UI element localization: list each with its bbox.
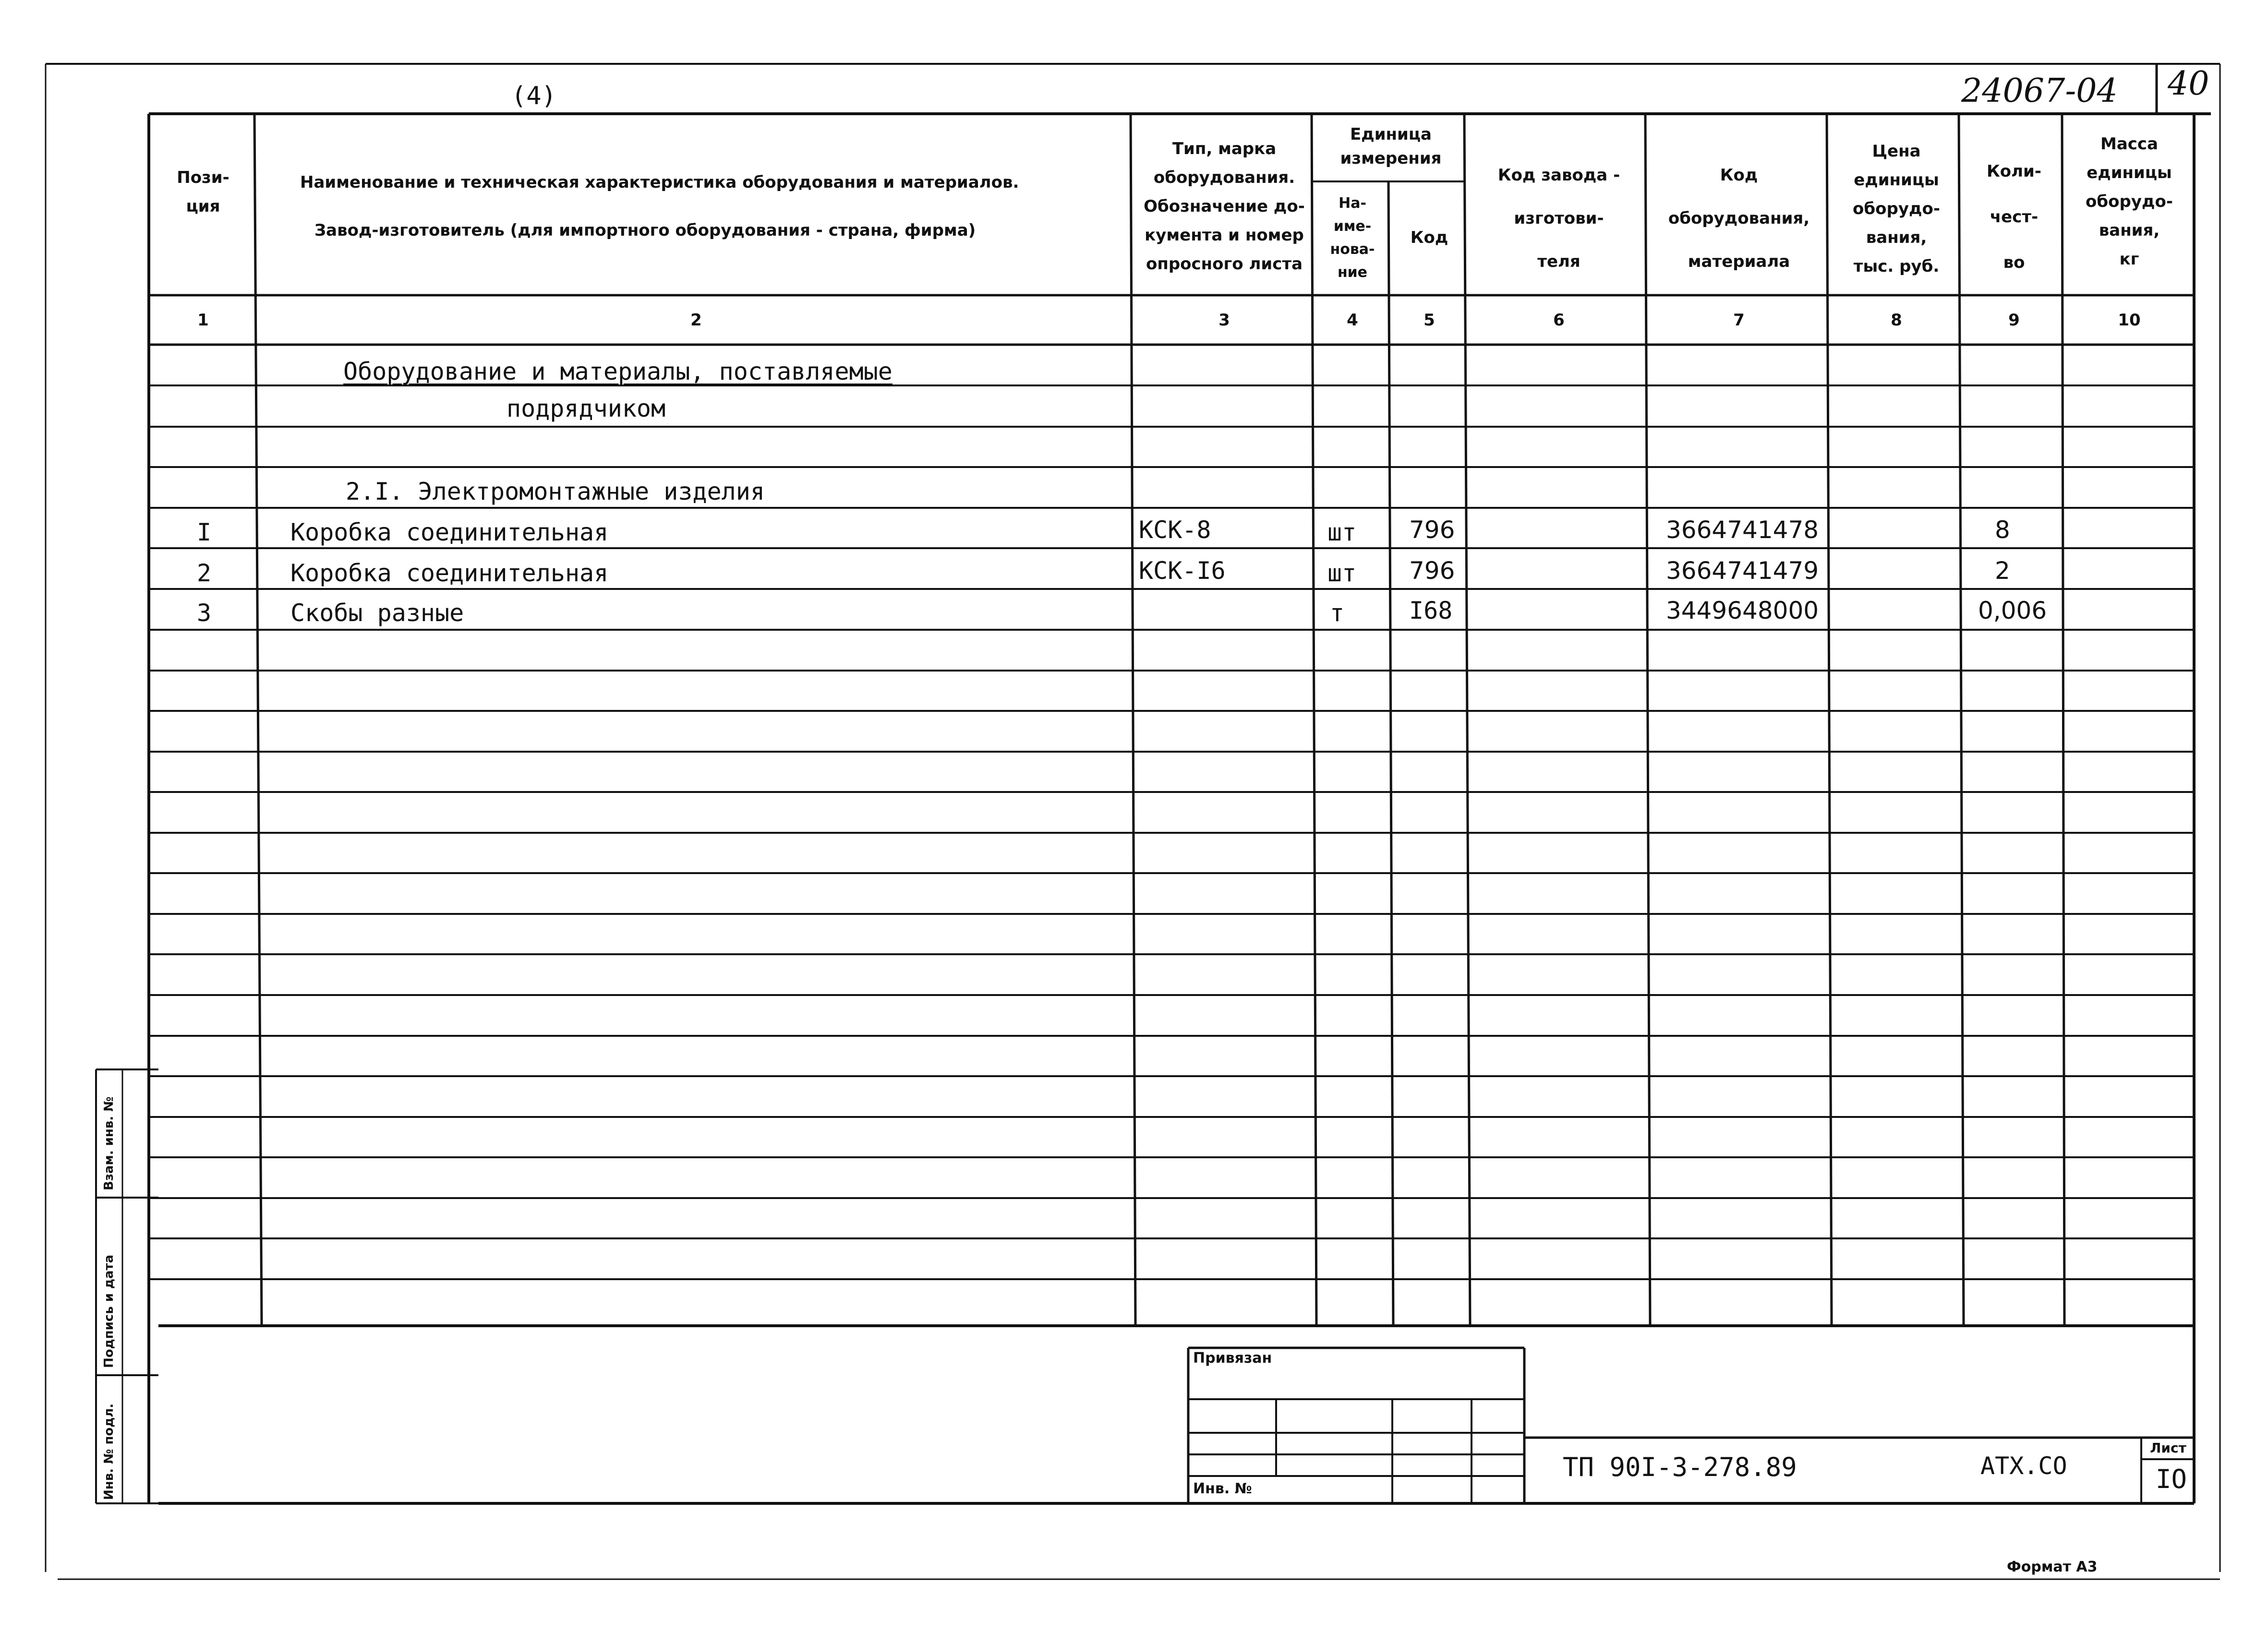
doc-code: ТП 90I-3-278.89	[1563, 1452, 1797, 1482]
row-unit-code: I68	[1409, 597, 1453, 624]
row-equipment-code: 3449648000	[1666, 597, 1819, 624]
column-number: 7	[1733, 311, 1745, 330]
row-type: КСК-I6	[1139, 557, 1226, 585]
column-number: 4	[1347, 311, 1358, 330]
column-number: 2	[690, 311, 702, 330]
row-quantity: 0,006	[1978, 597, 2047, 624]
header-unit-code: Код	[1410, 228, 1448, 247]
header-price: Цена единицы оборудо- вания, тыс. руб.	[1853, 142, 1940, 276]
column-number: 3	[1218, 311, 1230, 330]
column-number: 6	[1553, 311, 1565, 330]
row-position: 2	[197, 559, 212, 587]
row-position: 3	[197, 599, 212, 627]
row-name: Скобы разные	[290, 599, 464, 627]
row-quantity: 8	[1995, 516, 2010, 544]
row-name: Коробка соединительная	[290, 559, 609, 587]
sheet-label: Лист	[2150, 1440, 2186, 1456]
inv-label: Инв. №	[1193, 1480, 1252, 1497]
stamp-inv-original: Инв. № подл.	[102, 1403, 116, 1500]
column-number: 10	[2118, 311, 2141, 330]
row-position: I	[197, 518, 212, 546]
header-mass: Масса единицы оборудо- вания, кг	[2086, 134, 2173, 269]
row-unit: шт	[1327, 559, 1357, 587]
section-title-line1: Оборудование и материалы, поставляемые	[343, 358, 893, 385]
doc-mark: АТХ.СО	[1980, 1452, 2067, 1480]
section-title-line2: подрядчиком	[507, 395, 666, 422]
header-factory-code: Код завода - изготови- теля	[1497, 166, 1620, 271]
row-quantity: 2	[1995, 557, 2010, 585]
bound-label: Привязан	[1193, 1350, 1272, 1367]
sheet-number: IO	[2156, 1464, 2187, 1494]
row-equipment-code: 3664741479	[1666, 557, 1819, 585]
stamp-sign-date: Подпись и дата	[102, 1254, 116, 1368]
subsection-title: 2.I. Электромонтажные изделия	[346, 478, 765, 505]
top-marker: (4)	[511, 82, 556, 110]
header-quantity: Коли- чест- во	[1987, 162, 2041, 272]
header-type: Тип, марка оборудования. Обозначение до- кумента и номер опросного листа	[1144, 139, 1305, 274]
header-equipment-code: Код оборудования, материала	[1668, 166, 1810, 271]
column-number: 5	[1424, 311, 1435, 330]
stamp-inv-replacement: Взам. инв. №	[102, 1096, 116, 1190]
handwritten-page-number: 40	[2168, 65, 2209, 103]
header-name: Наименование и техническая характеристика оборудования и материалов. Завод-изготовитель (для импортного оборудования - страна, фирма)	[300, 173, 1019, 240]
row-unit: шт	[1327, 518, 1357, 546]
column-number: 9	[2008, 311, 2020, 330]
row-unit: т	[1330, 599, 1345, 627]
column-number: 1	[197, 311, 209, 330]
row-type: КСК-8	[1139, 516, 1211, 544]
row-unit-code: 796	[1409, 557, 1455, 585]
row-name: Коробка соединительная	[290, 518, 609, 546]
row-equipment-code: 3664741478	[1666, 516, 1819, 544]
handwritten-doc-number: 24067-04	[1961, 72, 2118, 110]
row-unit-code: 796	[1409, 516, 1455, 544]
format-label: Формат А3	[2007, 1559, 2098, 1575]
header-unit-group: Единица измерения	[1340, 125, 1442, 168]
column-number: 8	[1891, 311, 1902, 330]
header-position: Пози- ция	[177, 168, 229, 216]
header-unit-name: На- име- нова- ние	[1330, 195, 1375, 281]
